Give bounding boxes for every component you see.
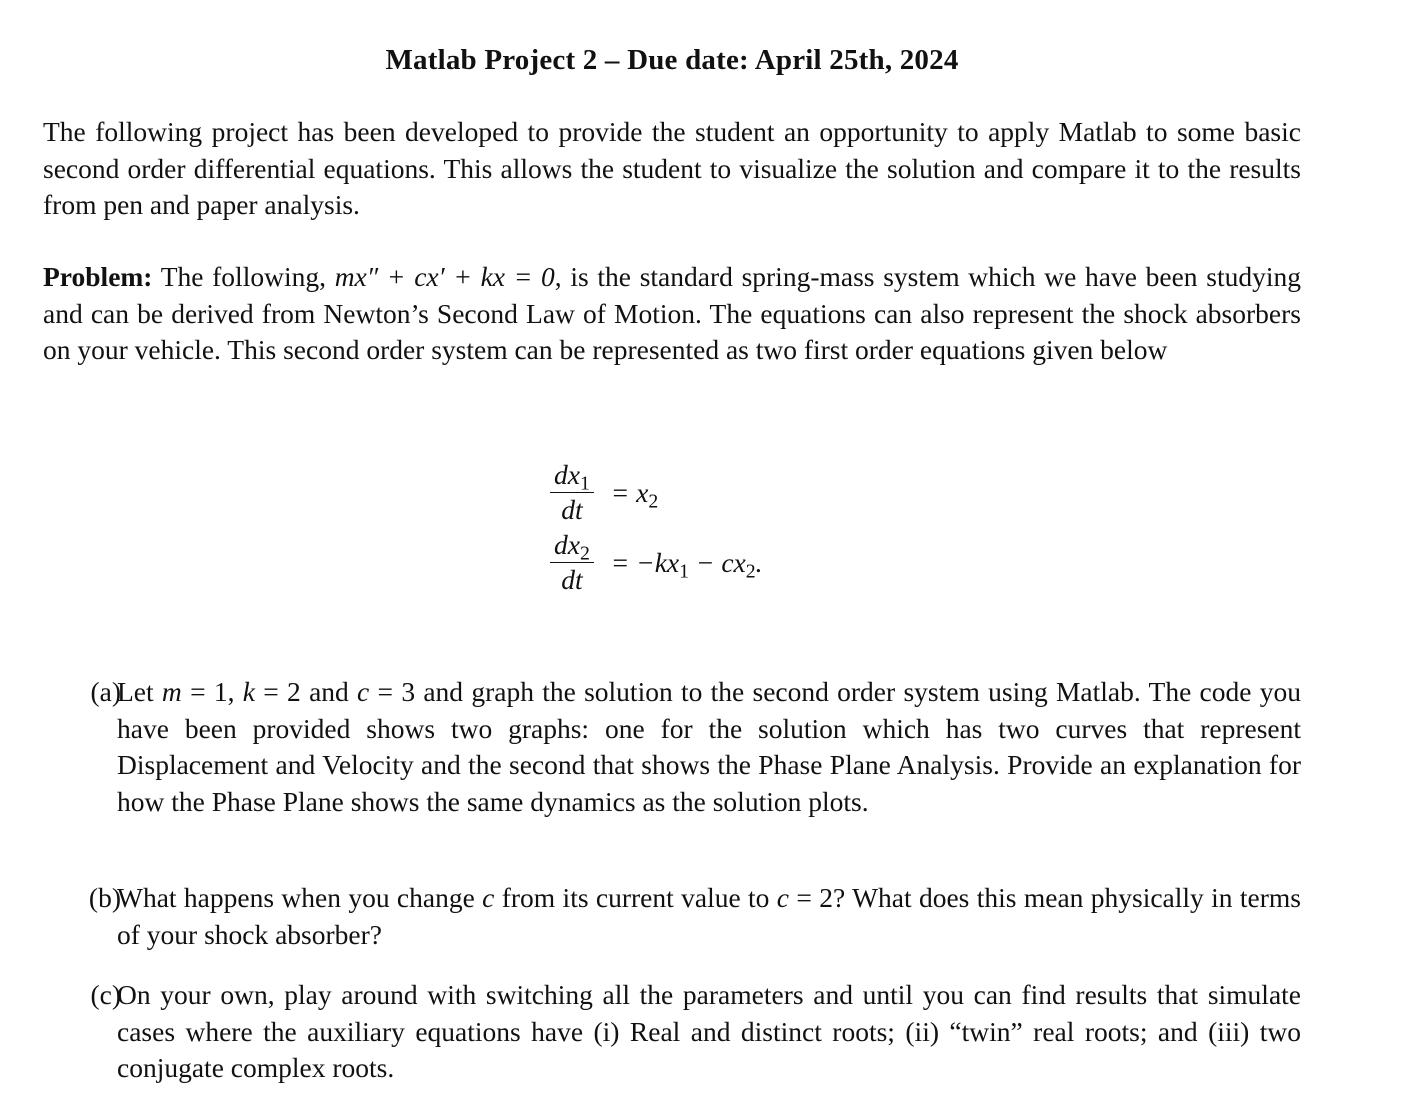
problem-equation: mx″ + cx′ + kx = 0 [334, 261, 555, 292]
list-item-label: (a) [90, 676, 121, 707]
problem-paragraph [43, 259, 1301, 369]
problem-lead: The following, [160, 261, 326, 292]
problem-rest: , is the standard spring-mass system which we have been studying and can be derived from Newton’s Second Law of Motion. The equations can also represent the shock absorbers on your vehicle. This second order system can be represented as two first order equations given below [43, 261, 1301, 365]
equation-2-denominator: dt [561, 564, 583, 595]
list-item-label: (b) [88, 882, 121, 913]
problem-label: Problem: [43, 261, 153, 292]
equation-2 [550, 528, 763, 597]
intro-paragraph: The following project has been developed to provide the student an opportunity to apply Matlab to some basic second order differential equations. This allows the student to visualize the solution and compare it to the results from pen and paper analysis. [43, 116, 1301, 220]
equation-2-fraction [550, 528, 594, 597]
equation-1-rhs: = $x_2$ [610, 476, 659, 513]
equation-1 [550, 458, 658, 527]
list-item-text: What happens when you change c from its current value to c = 2? What does this mean physically in terms of your shock absorber? [117, 882, 1301, 950]
equation-1-denominator: dt [561, 494, 583, 525]
equation-2-rhs: = $-kx_1 - cx_2$. [610, 546, 763, 583]
list-item-label: (c) [90, 979, 121, 1010]
equation-1-fraction [550, 458, 594, 527]
equation-2-numerator: $dx_2$ [550, 528, 594, 563]
list-item-text: On your own, play around with switching all the parameters and until you can find results that simulate cases where the auxiliary equations have (i) Real and distinct roots; (ii) “twin” real roots; and (iii) two conjugate complex roots. [117, 979, 1301, 1083]
equation-1-numerator: $dx_1$ [550, 458, 594, 493]
list-item-text: Let m = 1, k = 2 and c = 3 and graph the solution to the second order system using Matlab. The code you have been provided shows two graphs: one for the solution which has two curves that represent Displacement and Velocity and the second that shows the Phase Plane Analysis. Provide an explanation for how the Phase Plane shows the same dynamics as the solution plots. [117, 676, 1301, 817]
page-title: Matlab Project 2 – Due date: April 25th, 2024 [385, 44, 959, 76]
